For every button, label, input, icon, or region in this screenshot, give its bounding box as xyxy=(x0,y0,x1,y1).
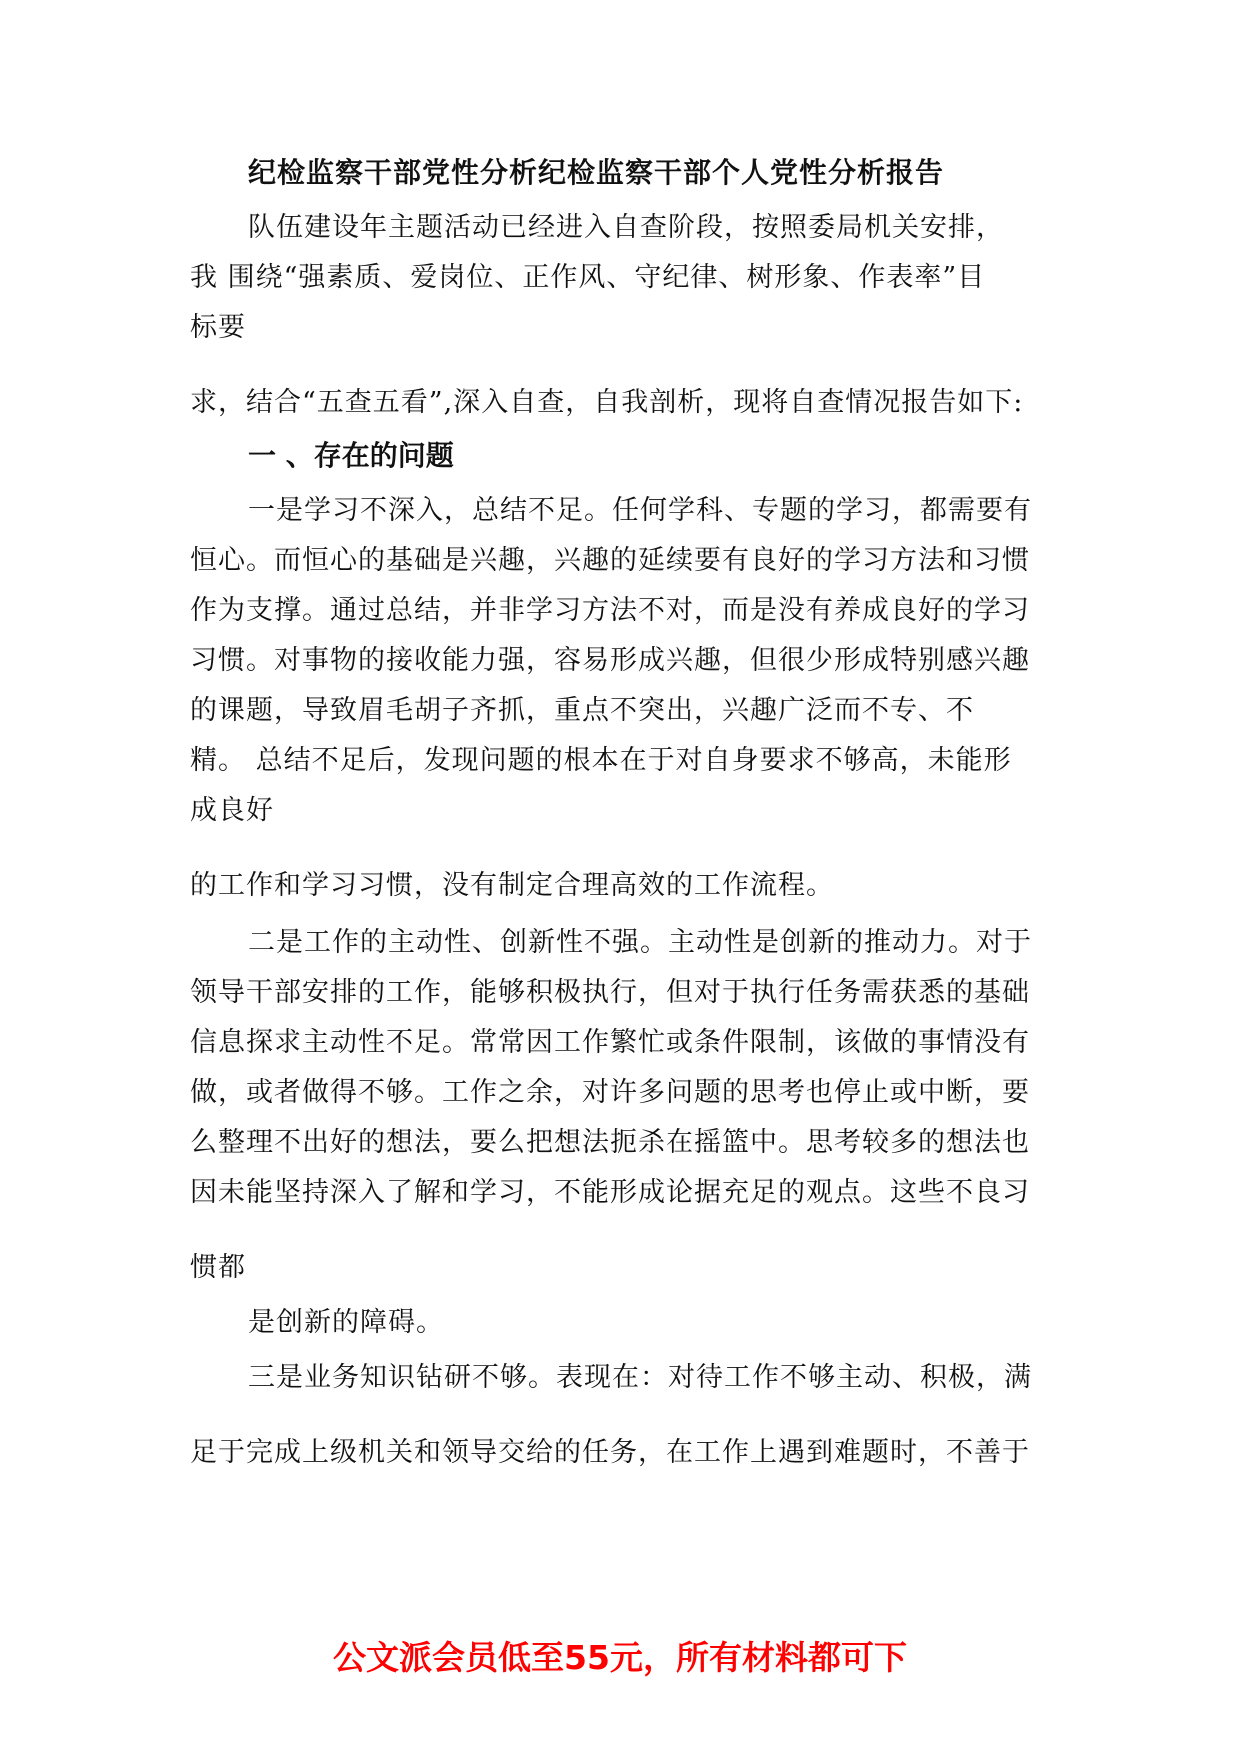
para2-line-7: 惯都 xyxy=(190,1252,246,1283)
para2-line-4: 做，或者做得不够。工作之余，对许多问题的思考也停止或中断，要 xyxy=(190,1077,1030,1108)
para2-line-8: 是创新的障碍。 xyxy=(248,1307,444,1338)
document-title: 纪检监察干部党性分析纪检监察干部个人党性分析报告 xyxy=(248,156,945,189)
promo-banner[interactable]: 公文派会员低至55元，所有材料都可下 xyxy=(333,1638,907,1677)
para2-line-2: 领导干部安排的工作，能够积极执行，但对于执行任务需获悉的基础 xyxy=(190,977,1030,1008)
para3-line-1: 三是业务知识钻研不够。表现在：对待工作不够主动、积极，满 xyxy=(248,1362,1032,1393)
para1-line-4: 习惯。对事物的接收能力强，容易形成兴趣，但很少形成特别感兴趣 xyxy=(190,645,1030,676)
para1-line-5: 的课题，导致眉毛胡子齐抓，重点不突出，兴趣广泛而不专、不 xyxy=(190,695,974,726)
para3-line-2: 足于完成上级机关和领导交给的任务，在工作上遇到难题时，不善于 xyxy=(190,1437,1030,1468)
para1-line-6: 精。 总结不足后，发现问题的根本在于对自身要求不够高，未能形 xyxy=(190,745,1012,776)
para1-line-1: 一是学习不深入，总结不足。任何学科、专题的学习，都需要有 xyxy=(248,495,1032,526)
para1-line-3: 作为支撑。通过总结，并非学习方法不对，而是没有养成良好的学习 xyxy=(190,595,1030,626)
para1-line-2: 恒心。而恒心的基础是兴趣，兴趣的延续要有良好的学习方法和习惯 xyxy=(190,545,1030,576)
para2-line-6: 因未能坚持深入了解和学习，不能形成论据充足的观点。这些不良习 xyxy=(190,1177,1030,1208)
intro-line-1: 队伍建设年主题活动已经进入自查阶段，按照委局机关安排， xyxy=(248,212,1004,243)
intro-line-4: 求，结合“五查五看”,深入自查，自我剖析，现将自查情况报告如下: xyxy=(190,387,1024,418)
para2-line-3: 信息探求主动性不足。常常因工作繁忙或条件限制，该做的事情没有 xyxy=(190,1027,1030,1058)
para2-line-5: 么整理不出好的想法，要么把想法扼杀在摇篮中。思考较多的想法也 xyxy=(190,1127,1030,1158)
intro-line-3: 标要 xyxy=(190,312,246,343)
intro-line-2: 我 围绕“强素质、爱岗位、正作风、守纪律、树形象、作表率”目 xyxy=(190,262,986,293)
para2-line-1: 二是工作的主动性、创新性不强。主动性是创新的推动力。对于 xyxy=(248,927,1032,958)
para1-line-8: 的工作和学习习惯，没有制定合理高效的工作流程。 xyxy=(190,870,834,901)
para1-line-7: 成良好 xyxy=(190,795,274,826)
section-heading: 一 、存在的问题 xyxy=(248,439,454,472)
